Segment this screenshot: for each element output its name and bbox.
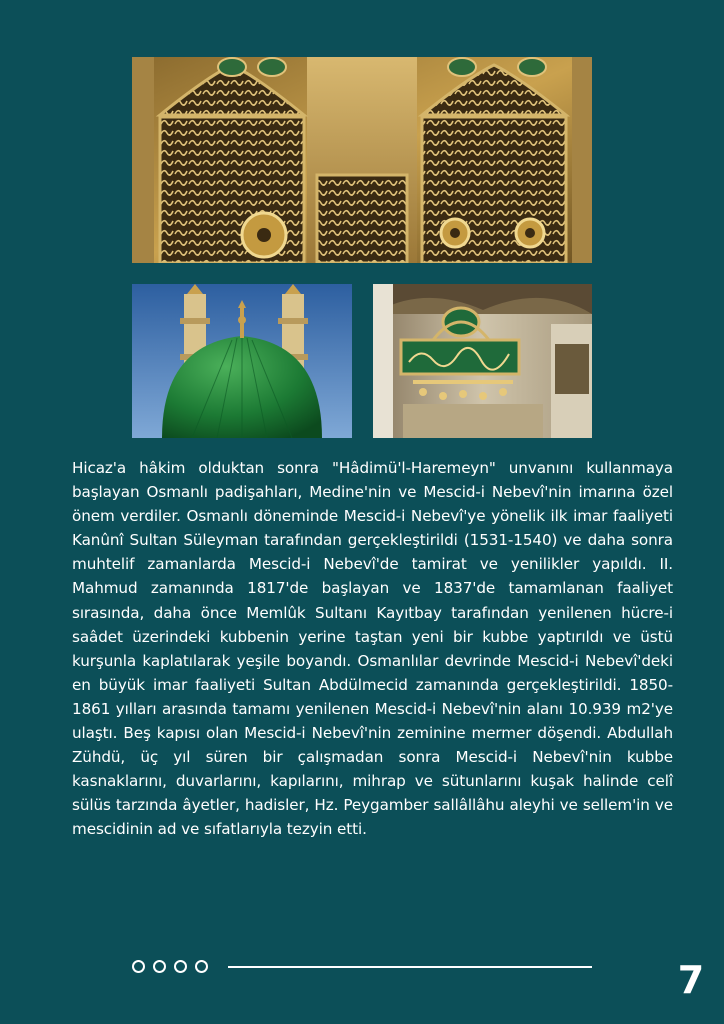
body-paragraph: Hicaz'a hâkim olduktan sonra "Hâdimü'l-Haremeyn" unvanını kullanmaya başlayan Osmanlı padişahları, Medine'nin ve Mescid-i Nebevî'nin imarına özel önem verdiler. Osmanlı döneminde Mescid-i Nebevî'ye yönelik ilk imar faaliyeti Kanûnî Sultan Süleyman tarafından gerçekleştirildi (1531-1540) ve daha sonra muhtelif zamanlarda Mescid-i Nebevî'de tamirat ve yenilikler yapıldı. II. Mahmud zamanında 1817'de başlayan ve 1837'de tamamlanan faaliyet sırasında, daha önce Memlûk Sultanı Kayıtbay tarafından yenilenen hücre-i saâdet üzerindeki kubbenin yerine taştan yeni bir kubbe yaptırıldı ve üstü kurşunla kaplatılarak yeşile boyandı. Osmanlılar devrinde Mescid-i Nebevî'deki en büyük imar faaliyeti Sultan Abdülmecid zamanında gerçekleştirildi. 1850-1861 yılları arasında tamamı yenilenen Mescid-i Nebevî'nin alanı 10.939 m2'ye ulaştı. Beş kapısı olan Mescid-i Nebevî'nin zeminine mermer döşendi. Abdullah Zühdü, üç yıl süren bir çalışmadan sonra Mescid-i Nebevî'nin kubbe kasnaklarını, duvarlarını, kapılarını, mihrap ve sütunlarını kuşak halinde celî sülüs tarzında âyetler, hadisler, Hz. Peygamber sallâllâhu aleyhi ve sellem'in ve mescidinin ad ve sıfatlarıyla tezyin etti. bbox=[72, 459, 673, 839]
green-dome-photo bbox=[132, 284, 352, 438]
dot-icon bbox=[174, 960, 187, 973]
mosque-interior-illustration bbox=[373, 284, 592, 438]
green-dome-illustration bbox=[132, 284, 352, 438]
pagination-dots bbox=[132, 960, 208, 973]
dot-icon bbox=[195, 960, 208, 973]
gilded-gate-illustration bbox=[132, 57, 592, 263]
mosque-interior-photo bbox=[373, 284, 592, 438]
body-text bbox=[72, 456, 673, 842]
dot-icon bbox=[132, 960, 145, 973]
gilded-gate-photo bbox=[132, 57, 592, 263]
footer-divider bbox=[228, 966, 592, 968]
page-number: 7 bbox=[677, 958, 705, 1002]
dot-icon bbox=[153, 960, 166, 973]
